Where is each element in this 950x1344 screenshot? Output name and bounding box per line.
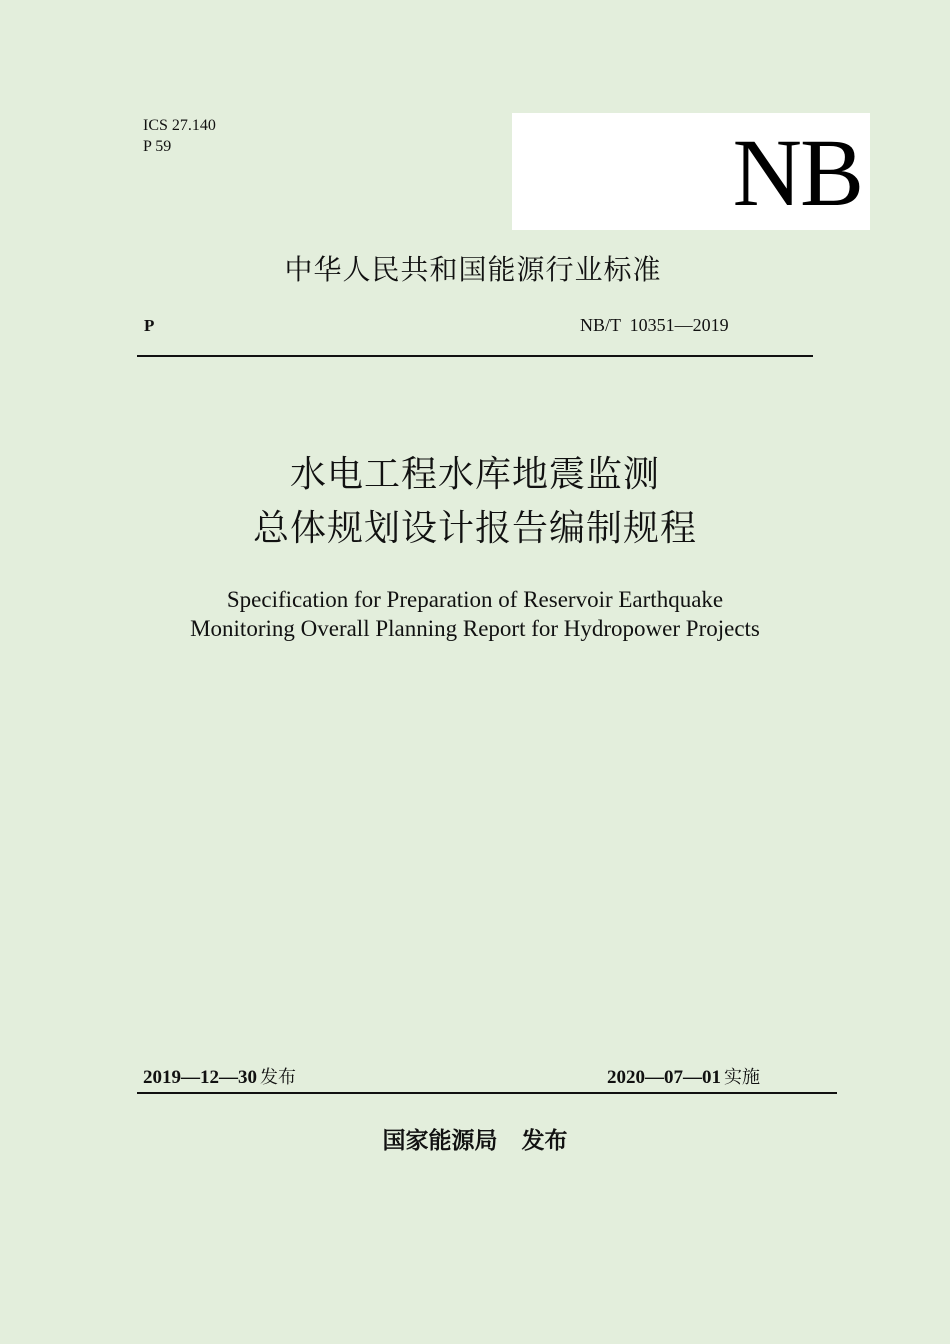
top-divider bbox=[137, 355, 813, 357]
implementation-label: 实施 bbox=[724, 1067, 760, 1088]
industry-standard-heading bbox=[0, 252, 950, 288]
ics-code: ICS 27.140 bbox=[143, 117, 216, 134]
implementation-date: 2020—07—01 bbox=[607, 1067, 721, 1088]
classification-codes bbox=[143, 115, 216, 157]
issue-label: 发布 bbox=[260, 1067, 296, 1088]
chinese-title-line-2: 总体规划设计报告编制规程 bbox=[252, 508, 697, 549]
category-letter: P bbox=[144, 316, 155, 335]
standard-number: NB/T 10351—2019 bbox=[580, 315, 729, 335]
ccs-code: P 59 bbox=[143, 138, 172, 155]
issue-date: 2019—12—30 bbox=[143, 1067, 257, 1088]
issue-date-block bbox=[143, 1066, 296, 1090]
english-title-line-2: Monitoring Overall Planning Report for Hydropower Projects bbox=[190, 616, 760, 641]
chinese-title-line-1: 水电工程水库地震监测 bbox=[289, 454, 660, 495]
implementation-date-block bbox=[607, 1066, 760, 1090]
bottom-divider bbox=[137, 1092, 837, 1094]
publisher: 国家能源局 发布 bbox=[382, 1128, 568, 1154]
nb-logo: NB bbox=[732, 119, 862, 226]
english-title-line-1: Specification for Preparation of Reservoir Earthquake bbox=[226, 587, 724, 612]
industry-standard-text: 中华人民共和国能源行业标准 bbox=[284, 253, 662, 286]
nb-logo-box bbox=[512, 113, 870, 230]
